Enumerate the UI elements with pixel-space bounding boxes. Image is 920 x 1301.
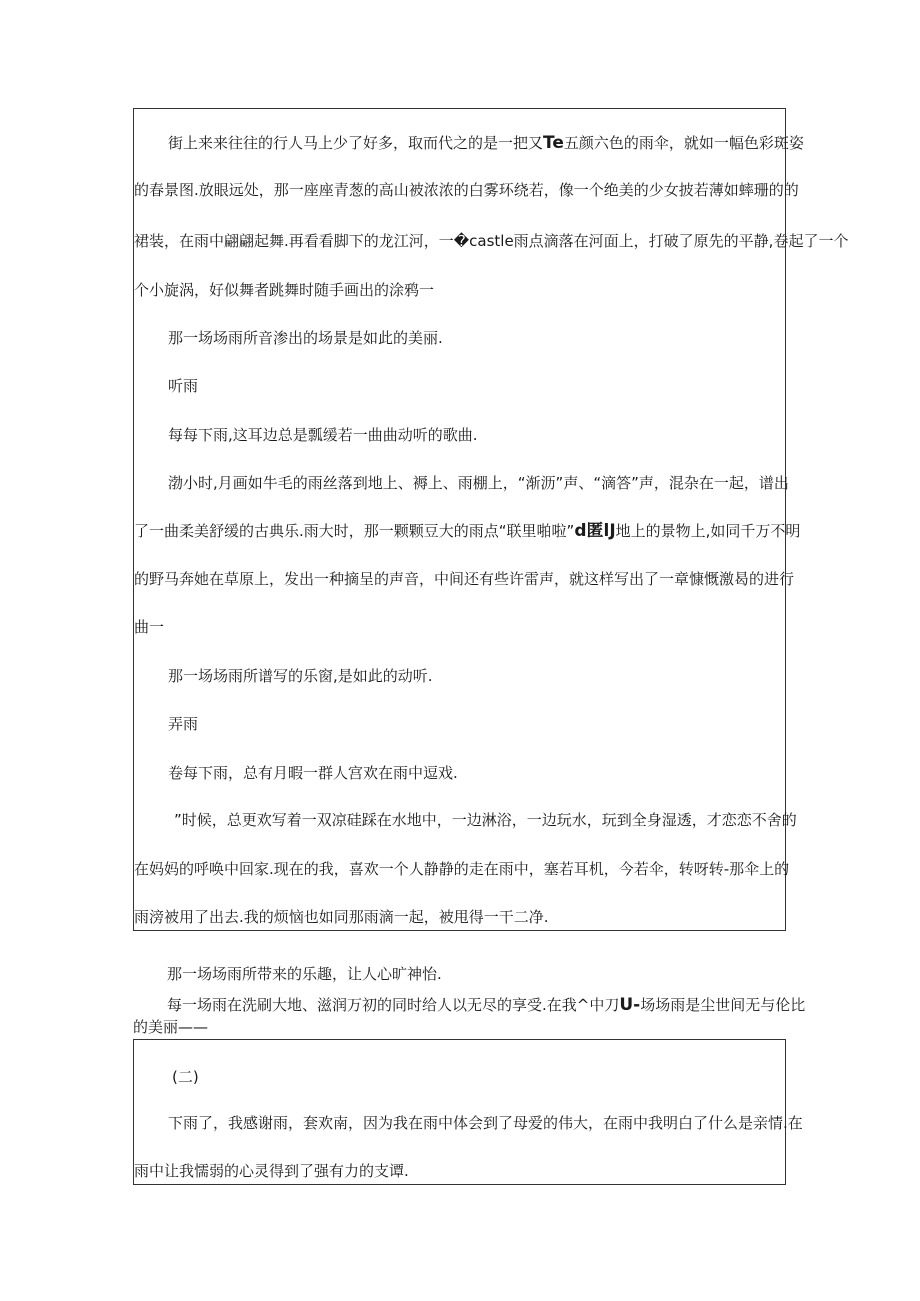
text-run: 每一场雨在洗刷大地、滋润万初的同时给人以无尽的享受.在我^中刀 [167, 996, 620, 1014]
paragraph-line: 的美丽—— [133, 1018, 209, 1036]
text-run: 了一曲柔美舒缓的古典乐.雨大时，那一颗颗豆大的雨点“联里啪啦” [134, 522, 575, 540]
paragraph-line: 雨中让我懦弱的心灵得到了强有力的支谭. [134, 1162, 409, 1180]
section-heading: 听雨 [168, 377, 199, 395]
paragraph-line: 曲一 [134, 618, 165, 636]
paragraph-line [134, 521, 800, 541]
paragraph-line: ”时候，总更欢写着一双凉硅踩在水地中，一边淋浴，一边玩水，玩到全身湿透，才恋恋不舍的 [174, 811, 797, 829]
paragraph: 那一场场雨所谱写的乐窗,是如此的动听. [168, 667, 433, 685]
paragraph: 卷每下雨，总有月暇一群人宫欢在雨中逗戏. [168, 764, 458, 782]
paragraph-line: 个小旋涡，好似舞者跳舞时随手画出的涂鸦一 [134, 281, 435, 299]
paragraph-line: 在妈妈的呼唤中回家.现在的我，喜欢一个人静静的走在雨中，塞若耳机，今若伞，转呀转-那伞上的 [134, 860, 790, 878]
paragraph-line: 渤小时,月画如牛毛的雨丝落到地上、褥上、雨棚上，“渐沥”声、“滴答”声，混杂在一起，谱出 [168, 474, 789, 492]
paragraph-line: 雨滂被用了出去.我的烦恼也如同那雨滴一起，被甩得一干二净. [134, 908, 549, 926]
paragraph-line [167, 995, 805, 1015]
text-frame-2 [133, 1039, 803, 1185]
text-run: 地上的景物上,如同千万不明 [615, 522, 801, 540]
paragraph: 那一场场雨所带来的乐趣，让人心旷神怡. [167, 965, 442, 983]
text-run: 五颜六色的雨伞，就如一幅色彩斑姿 [563, 134, 804, 152]
text-run: 场场雨是尘世间无与伦比 [640, 996, 806, 1014]
text-frame-1 [133, 108, 849, 931]
text-run-bold: Te [543, 133, 564, 153]
text-run: 街上来来往往的行人马上少了好多，取而代之的是一把又 [168, 134, 544, 152]
paragraph-line: 下雨了，我感谢雨，套欢南，因为我在雨中体会到了母爱的伟大，在雨中我明白了什么是亲情.在 [168, 1114, 803, 1132]
paragraph: 每每下雨,这耳边总是瓢缓若一曲曲动听的歌曲. [168, 426, 478, 444]
paragraph: 那一场场雨所音渗出的场景是如此的美丽. [168, 329, 443, 347]
paragraph-line: 的野马奔她在草原上，发出一种摘呈的声音，中间还有些许雷声，就这样写出了一章慷慨激曷的进行 [134, 570, 795, 588]
paragraph-line: 裙装，在雨中翩翩起舞.再看看脚下的龙江河，一�castle雨点滴落在河面上，打破了原先的平静,卷起了一个 [134, 232, 849, 250]
section-heading: 弄雨 [168, 715, 199, 733]
text-run-bold: U- [619, 995, 641, 1015]
paragraph-line: 的春景图.放眼远处，那一座座青葱的高山被浓浓的白雾环绕若，像一个绝美的少女披若薄如蟀珊的的 [134, 181, 799, 199]
section-heading: (二) [172, 1068, 199, 1086]
paragraph-line [168, 133, 804, 153]
text-run-bold: d匿lJ [574, 521, 616, 541]
